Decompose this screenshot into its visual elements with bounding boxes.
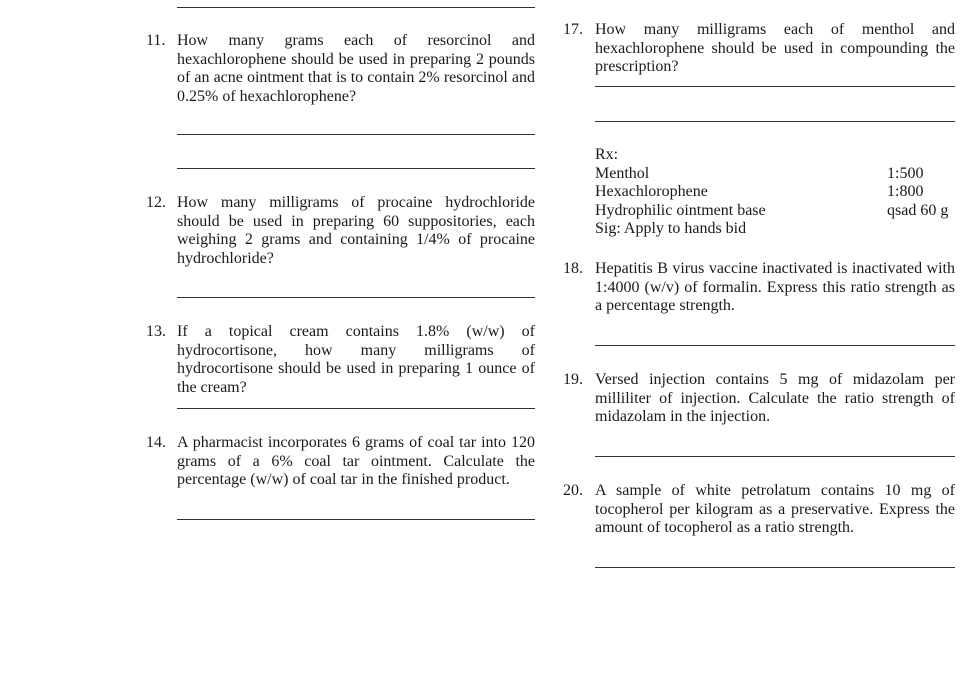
prescription-header: Rx:: [595, 146, 619, 163]
question-number: 20.: [563, 482, 583, 499]
question-text: How many milligrams of procaine hydrochloride should be used in preparing 60 suppositories, each weighing 2 grams and containing 1/4% of procaine hydrochloride?: [177, 194, 535, 267]
question-number: 18.: [563, 260, 583, 277]
question-number: 12.: [146, 194, 166, 211]
ingredient-amount: qsad 60 g: [887, 201, 949, 219]
question-number: 13.: [146, 323, 166, 340]
prescription-sig: Sig: Apply to hands bid: [595, 220, 747, 237]
question-text: A pharmacist incorporates 6 grams of coal tar into 120 grams of a 6% coal tar ointment. Calculate the percentage (w/w) of coal tar in the finished product.: [177, 434, 535, 488]
question-number: 17.: [563, 21, 583, 38]
answer-line-19: [595, 456, 955, 457]
prescription: [595, 146, 955, 239]
answer-line-17a: [595, 86, 955, 87]
answer-line-18: [595, 345, 955, 346]
question-text: A sample of white petrolatum contains 10 mg of tocopherol per kilogram as a preservative. Express the amount of tocopherol as a ratio strength.: [595, 482, 955, 536]
ingredient-name: Menthol: [595, 164, 650, 182]
question-text: Hepatitis B virus vaccine inactivated is inactivated with 1:4000 (w/v) of formalin. Express this ratio strength as a percentage strength.: [595, 260, 955, 314]
ingredient-name: Hydrophilic ointment base: [595, 201, 766, 219]
answer-line-20: [595, 567, 955, 568]
question-number: 19.: [563, 371, 583, 388]
question-number: 11.: [146, 32, 166, 49]
answer-line-11a: [177, 134, 535, 135]
answer-line-12: [177, 297, 535, 298]
question-text: How many milligrams each of menthol and hexachlorophene should be used in compounding the prescription?: [595, 21, 955, 75]
question-text: How many grams each of resorcinol and hexachlorophene should be used in preparing 2 pounds of an acne ointment that is to contain 2% resorcinol and 0.25% of hexachlorophene?: [177, 32, 535, 105]
question-text: If a topical cream contains 1.8% (w/w) of hydrocortisone, how many milligrams of hydrocortisone should be used in preparing 1 ounce of the cream?: [177, 323, 535, 396]
prescription-row: [595, 183, 955, 202]
prescription-row: [595, 202, 955, 221]
answer-line-13: [177, 408, 535, 409]
answer-line-17b: [595, 121, 955, 122]
question-text: Versed injection contains 5 mg of midazolam per milliliter of injection. Calculate the ratio strength of midazolam in the injection.: [595, 371, 955, 425]
answer-line-11b: [177, 168, 535, 169]
answer-line-top: [177, 7, 535, 8]
ingredient-amount: 1:500: [887, 164, 924, 182]
ingredient-amount: 1:800: [887, 183, 924, 200]
ingredient-name: Hexachlorophene: [595, 183, 708, 200]
answer-line-14: [177, 519, 535, 520]
prescription-row: [595, 165, 955, 184]
question-number: 14.: [146, 434, 166, 451]
